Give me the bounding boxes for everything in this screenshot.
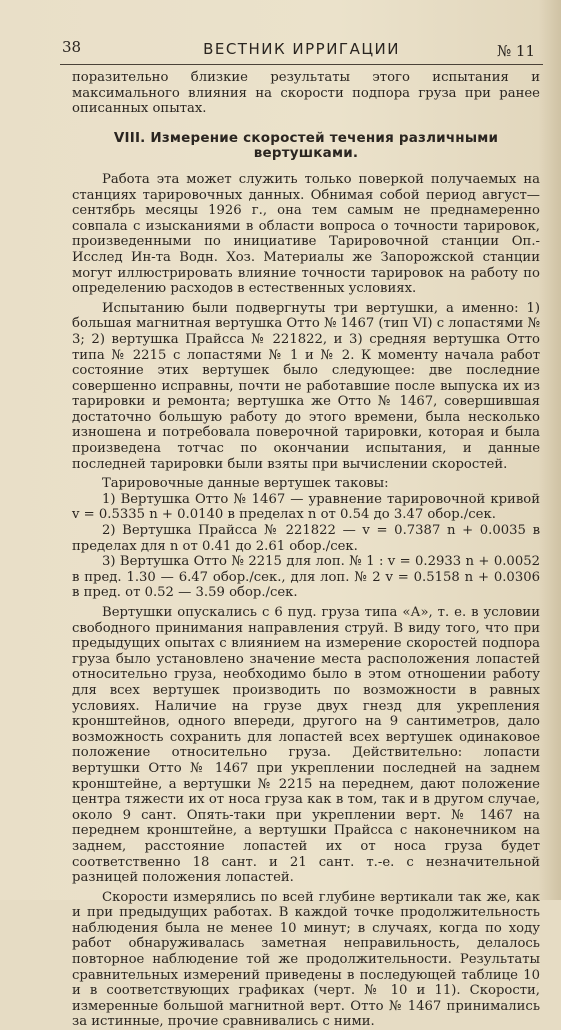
section-title: VIII. Измерение скоростей течения различными вертушками. bbox=[113, 129, 499, 162]
paragraph-calibration-otto-1467: 1) Вертушка Отто № 1467 — уравнение тарировочной кривой v = 0.5335 n + 0.0140 в пределах n от 0.54 до 3.47 обор./сек. bbox=[72, 491, 540, 523]
issue-number: № 11 bbox=[496, 42, 535, 60]
paragraph-lowering-conditions: Вертушки опускались с 6 пуд. груза типа «А», т. е. в условии свободного принимания направления струй. В виду того, что при предыдущих опытах с влиянием на измерение скоростей подпора груза было установлено значение места расположения лопастей относительно груза, необходимо было в этом отношении работу для всех вертушек производить по возможности в равных условиях. Наличие на грузе двух гнезд для укрепления кронштейнов, одного впереди, другого на 9 сантиметров, дало возможность сохранить для лопастей всех вертушек одинаковое положение относительно груза. Действительно: лопасти вертушки Отто № 1467 при укреплении последней на заднем кронштейне, а вертушки № 2215 на переднем, дают положение центра тяжести их от носа груза как в том, так и в другом случае, около 9 сант. Опять-таки при укреплении верт. № 1467 на переднем кронштейне, а вертушки Прайсса с наконечником на заднем, расстояние лопастей их от носа груза будет соответственно 18 сант. и 21 сант. т.-е. с незначительной разницей положения лопастей. bbox=[72, 605, 540, 886]
intro-paragraph: поразительно близкие результаты этого испытания и максимального влияния на скорости подпора груза при ранее описанных опытах. bbox=[72, 70, 540, 117]
paragraph-measurement-procedure: Скорости измерялись по всей глубине вертикали так же, как и при предыдущих работах. В каждой точке продолжительность наблюдения была не менее 10 минут; в случаях, когда по ходу работ обнаруживалась заметная неправильность, делалось повторное наблюдение той же продолжительности. Результаты сравнительных измерений приведены в последующей таблице 10 и в соответствующих графиках (черт. № 10 и 11). Скорости, измеренные большой магнитной верт. Отто № 1467 принимались за истинные, прочие сравнивались с ними. bbox=[72, 889, 540, 1030]
page-body bbox=[72, 70, 540, 1030]
page-header bbox=[60, 34, 543, 65]
page-number: 38 bbox=[62, 38, 82, 56]
paragraph-calibration-otto-2215: 3) Вертушка Отто № 2215 для лоп. № 1 : v = 0.2933 n + 0.0052 в пред. 1.30 — 6.47 обор./сек., для лоп. № 2 v = 0.5158 n + 0.0306 в пред. от 0.52 — 3.59 обор./сек. bbox=[72, 554, 540, 601]
paragraph-calibration-check: Работа эта может служить только поверкой получаемых на станциях тарировочных данных. Обнимая собой период август—сентябрь месяцы 1926 г., она тем самым не преднамеренно совпала с изысканиями в области вопроса о точности тарировок, произведенными по инициативе Тарировочной станции Оп.-Исслед Ин-та Водн. Хоз. Материалы же Запорожской станции могут иллюстрировать влияние точности тарировок на работу по определению расходов в естественных условиях. bbox=[72, 171, 540, 297]
journal-title: ВЕСТНИК ИРРИГАЦИИ bbox=[203, 40, 400, 58]
paragraph-calibration-data-intro: Тарировочные данные вертушек таковы: bbox=[102, 476, 389, 492]
paragraph-current-meters: Испытанию были подвергнуты три вертушки, а именно: 1) большая магнитная вертушка Отто № 1467 (тип VI) с лопастями № 3; 2) вертушка Прайсса № 221822, и 3) средняя вертушка Отто типа № 2215 с лопастями № 1 и № 2. К моменту начала работ состояние этих вертушек было следующее: две последние совершенно исправны, почти не работавшие после выпуска их из тарировки и ремонта; вертушка же Отто № 1467, совершившая достаточно большую работу до этого времени, была несколько изношена и потребовала поверочной тарировки, которая и была произведена тотчас по окончании испытания, и данные последней тарировки были взяты при вычислении скоростей. bbox=[72, 300, 540, 472]
paragraph-calibration-price-221822: 2) Вертушка Прайсса № 221822 — v = 0.7387 n + 0.0035 в пределах для n от 0.41 до 2.61 обор./сек. bbox=[72, 523, 540, 554]
